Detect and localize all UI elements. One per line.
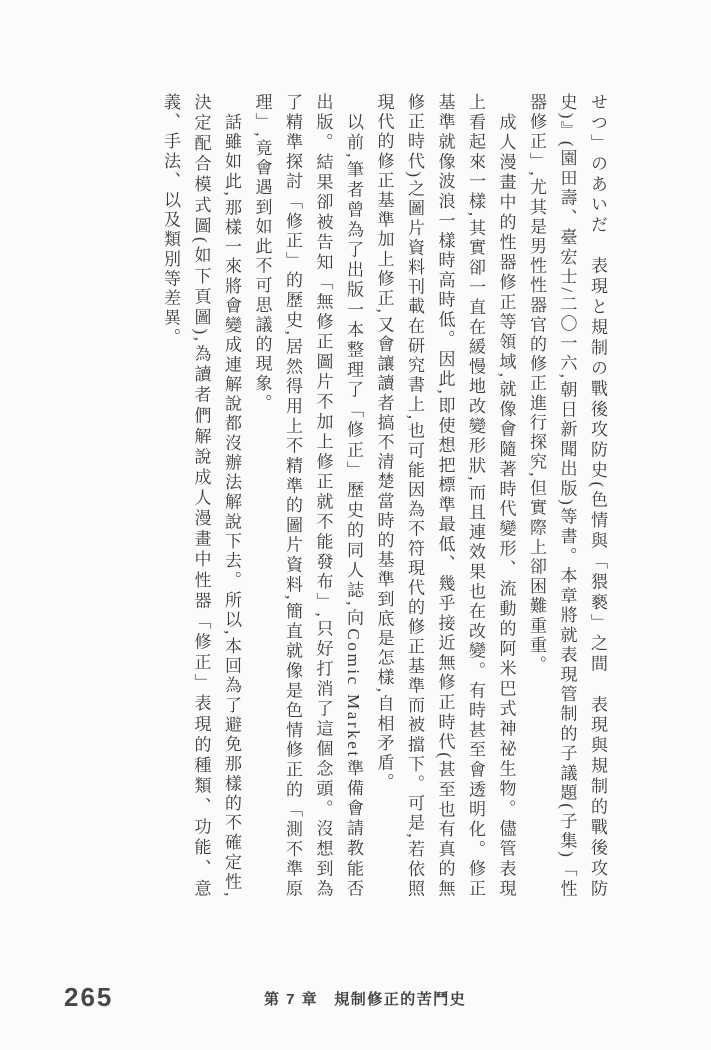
chapter-label: 第 7 章 <box>264 991 319 1008</box>
paragraph: 話雖如此,那樣一來將會變成連解說都沒辦法解說下去。所以,本回為了避免那樣的不確定性,決定配合模式圖(如下頁圖),為讀者們解說成人漫畫中性器「修正」表現的種類、功能、意義、手法、以及類別等差異。 <box>161 93 241 899</box>
paragraph: 以前,筆者曾為了出版一本整理了「修正」歷史的同人誌,向Comic Market準備會請教能否出版。結果卻被告知「無修正圖片不加上修正就不能發布」,只好打消了這個念頭。沒想到為了精準探討「修正」的歷史,居然得用上不精準的圖片資料,簡直就像是色情修正的「測不準原理」,竟會遇到如此不可思議的現象。 <box>252 93 363 899</box>
page-number: 265 <box>64 982 114 1012</box>
body-text <box>155 93 613 899</box>
paragraph: 成人漫畫中的性器修正等領域,就像會隨著時代變形、流動的阿米巴式神祕生物。儘管表現上看起來一樣,其實卻一直在緩慢地改變形狀,而且連效果也在改變。有時甚至會透明化。修正基準就像波浪一樣時高時低。因此,即使想把標準最低、幾乎接近無修正時代(甚至也有真的無修正時代)之圖片資料刊載在研究書上,也可能因為不符現代的修正基準而被擋下。可是,若依照現代的修正基準加上修正,又會讓讀者搞不清楚當時的基準到底是怎樣,自相矛盾。 <box>374 93 516 899</box>
paragraph: せつ」のあいだ 表現と規制の戰後攻防史(色情與「猥褻」之間 表現與規制的戰後攻防史)』(園田壽、臺宏士/二〇一六,朝日新聞出版)等書。本章將就表現管制的子議題(子集)「性器修正」,尤其是男性性器官的修正進行探究,但實際上卻困難重重。 <box>527 93 607 899</box>
chapter-footer <box>264 988 466 1009</box>
chapter-title: 規制修正的苦鬥史 <box>334 991 467 1008</box>
